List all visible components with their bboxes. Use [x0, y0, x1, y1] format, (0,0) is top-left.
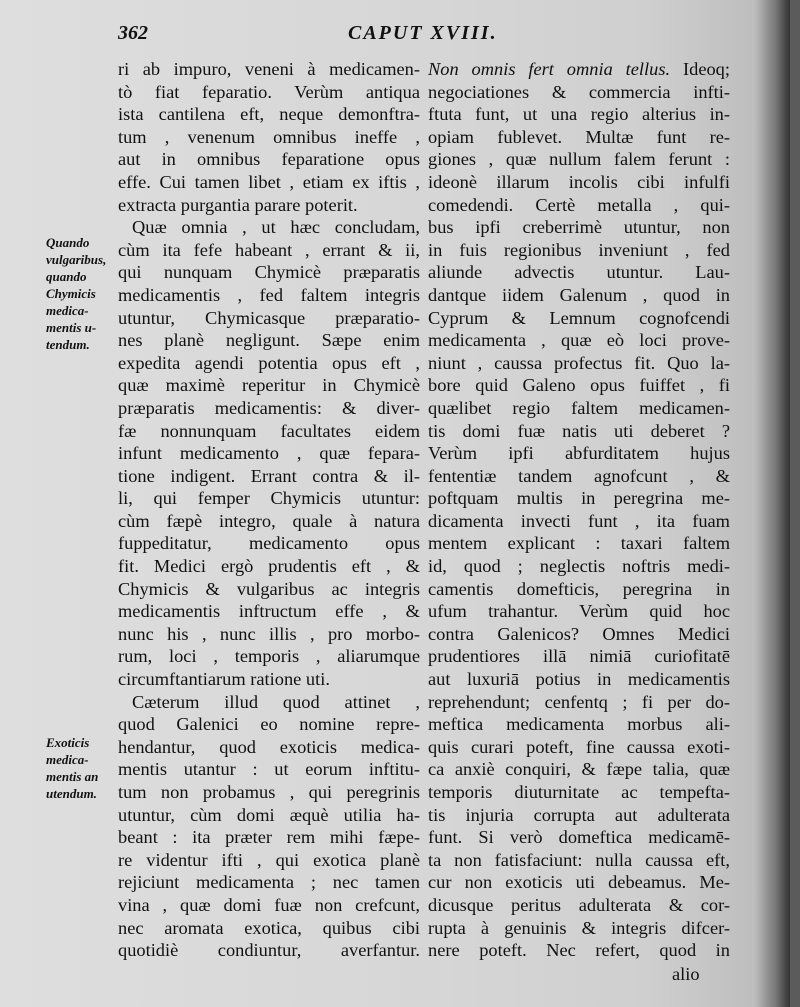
- text-line: mentis utantur : ut eorum inftitu-: [118, 759, 420, 780]
- text-line: Cyprum & Lemnum cognofcendi: [428, 307, 730, 328]
- text-line: utuntur, cùm domi æquè utilia ha-: [118, 804, 420, 825]
- text-line: circumftantiarum ratione uti.: [118, 669, 330, 690]
- text-line-rest: Ideoq;: [670, 59, 730, 79]
- margin-note-line: Quando: [46, 235, 90, 250]
- text-line: fit. Medici ergò prudentis eft , &: [118, 556, 420, 577]
- text-line: medicamenta , quæ eò loci prove-: [428, 330, 730, 351]
- text-line: in fuis regionibus inveniunt , fed: [428, 239, 730, 260]
- text-line: bus ipfi creberrimè utuntur, non: [428, 217, 730, 238]
- margin-note-line: tendum.: [46, 337, 90, 352]
- text-line: beant : ita præter rem mihi fæpe-: [118, 827, 420, 848]
- text-line: fuppeditatur, medicamento opus: [118, 533, 420, 554]
- text-line: expedita agendi potentia opus eft ,: [118, 352, 420, 373]
- text-line: funt. Si verò domeftica medicamē-: [428, 827, 730, 848]
- text-line: tum non probamus , qui peregrinis: [118, 782, 420, 802]
- text-line: aliunde advectis utuntur. Lau-: [428, 262, 730, 283]
- text-line: extracta purgantia parare poterit.: [118, 194, 358, 215]
- page-number: 362: [118, 22, 148, 44]
- text-line: comedendi. Certè metalla , qui-: [428, 194, 730, 215]
- text-line: ufum trahantur. Verùm quid hoc: [428, 601, 730, 622]
- text-line: quæ maximè reperitur in Chymicè: [118, 375, 420, 396]
- text-line: quotidiè condiuntur, averfantur.: [118, 940, 420, 961]
- text-line: hendantur, quod exoticis medica-: [118, 736, 420, 757]
- text-line: vina , quæ domi fuæ non crefcunt,: [118, 894, 420, 915]
- text-line: Cæterum illud quod attinet ,: [132, 691, 420, 712]
- text-line: rejiciunt medicamenta ; nec tamen: [118, 872, 420, 893]
- italic-quote: Non omnis fert omnia tellus.: [428, 59, 671, 79]
- running-title: CAPUT XVIII.: [348, 22, 498, 44]
- text-line: cur non exoticis uti debeamus. Me-: [428, 872, 730, 893]
- text-line: fæ nonnunquam facultates eidem: [118, 420, 420, 441]
- text-line: mentem explicant : taxari faltem: [428, 533, 730, 554]
- margin-note-vulgaribus-chymicis: [46, 234, 118, 353]
- text-line: effe. Cui tamen libet , etiam ex iftis ,: [118, 171, 420, 192]
- text-line: prudentiores illā nimiā curiofitatē: [428, 646, 730, 667]
- text-line: Quæ omnia , ut hæc concludam,: [132, 217, 420, 238]
- text-line: li, qui femper Chymicis utuntur:: [118, 488, 420, 509]
- text-line: ri ab impuro, veneni à medicamen-: [118, 59, 420, 79]
- text-line: tò fiat feparatio. Verùm antiqua: [118, 81, 420, 102]
- text-line: opiam fublevet. Multæ funt re-: [428, 126, 730, 147]
- text-line: temporis diuturnitate ac tempefta-: [428, 782, 730, 802]
- text-line: tis domi fuæ natis uti deberet ?: [428, 420, 730, 441]
- margin-note-exoticis: [46, 734, 118, 802]
- margin-note-line: medica-: [46, 752, 89, 767]
- margin-note-line: Chymicis: [46, 286, 96, 301]
- text-line: rupta à genuinis & integris difcer-: [428, 917, 730, 938]
- text-line: præparatis medicamentis: & diver-: [118, 397, 420, 418]
- text-line: ideonè illarum incolis cibi infulfi: [428, 171, 730, 192]
- catchword: alio: [672, 964, 700, 984]
- page-header: [118, 22, 718, 56]
- text-line: medicamentis , fed faltem integris: [118, 284, 420, 305]
- text-line: ftuta funt, ut una regio alterius in-: [428, 104, 730, 125]
- text-line: negociationes & commercia infti-: [428, 81, 730, 102]
- text-line: Verùm ipfi abfurditatem hujus: [428, 443, 730, 464]
- text-line: infunt medicamento , quæ fepara-: [118, 443, 420, 464]
- text-line: quod Galenici eo nomine repre-: [118, 714, 420, 735]
- margin-note-line: medica-: [46, 303, 89, 318]
- text-line: aut in omnibus feparatione opus: [118, 149, 420, 170]
- text-line: reprehendunt; cenfentq ; fi per do-: [428, 691, 730, 712]
- text-line: fententiæ tandem agnofcunt , &: [428, 465, 730, 486]
- text-line: quis curari poteft, fine caussa exoti-: [428, 736, 730, 757]
- text-line: rum, loci , temporis , aliarumque: [118, 646, 420, 667]
- margin-note-line: mentis an: [46, 769, 99, 784]
- text-line: nere poteft. Nec refert, quod in: [428, 940, 730, 961]
- text-line: giones , quæ nullum falem ferunt :: [428, 149, 730, 170]
- margin-note-line: utendum.: [46, 786, 97, 801]
- text-line: aut luxuriā potius in medicamentis: [428, 669, 730, 690]
- text-line: nunc his , nunc illis , pro morbo-: [118, 623, 420, 644]
- text-line: poftquam multis in peregrina me-: [428, 488, 730, 509]
- text-line: dicamenta invecti funt , ita fuam: [428, 510, 730, 531]
- text-line: contra Galenicos? Omnes Medici: [428, 623, 730, 644]
- text-line: qui nunquam Chymicè præparatis: [118, 262, 420, 283]
- text-line: nec aromata exotica, quibus cibi: [118, 917, 420, 938]
- right-text-column: [428, 58, 730, 962]
- text-line: utuntur, Chymicasque præparatio-: [118, 307, 420, 328]
- text-line: meftica medicamenta morbus ali-: [428, 714, 730, 735]
- page-edge-shadow: [754, 0, 790, 1007]
- margin-note-line: mentis u-: [46, 320, 97, 335]
- text-line: bore quid Galeno opus fuiffet , fi: [428, 375, 730, 396]
- text-line: tum , venenum omnibus ineffe ,: [118, 126, 420, 147]
- text-line: niunt , caussa profectus fit. Quo la-: [428, 352, 730, 373]
- text-line: ista cantilena eft, neque demonftra-: [118, 104, 420, 125]
- left-text-column: [118, 58, 420, 962]
- text-line: Chymicis & vulgaribus ac integris: [118, 578, 420, 599]
- margin-note-line: vulgaribus,: [46, 252, 107, 267]
- text-line: cùm ita fefe habeant , errant & ii,: [118, 239, 420, 260]
- text-line: ta non fatisfaciunt: nulla caussa eft,: [428, 849, 730, 870]
- text-line: quælibet regio faltem medicamen-: [428, 397, 730, 418]
- text-line: nes planè negligunt. Sæpe enim: [118, 330, 420, 351]
- text-line: dicusque peritus adulterata & cor-: [428, 894, 730, 915]
- text-line: dantque iidem Galenum , quod in: [428, 284, 730, 305]
- text-line: camentis domefticis, peregrina in: [428, 578, 730, 599]
- text-line: ca anxiè conquiri, & fæpe talia, quæ: [428, 759, 730, 780]
- margin-note-line: quando: [46, 269, 87, 284]
- margin-note-line: Exoticis: [46, 735, 90, 750]
- text-line: cùm fæpè integro, quale à natura: [118, 510, 420, 531]
- text-line: tione indigent. Errant contra & il-: [118, 465, 420, 486]
- text-line: [428, 58, 730, 81]
- text-line: tis injuria corrupta aut adulterata: [428, 804, 730, 825]
- text-line: medicamentis inftructum effe , &: [118, 601, 420, 622]
- text-line: re videntur ifti , qui exotica planè: [118, 849, 420, 870]
- text-line: id, quod ; neglectis noftris medi-: [428, 556, 730, 577]
